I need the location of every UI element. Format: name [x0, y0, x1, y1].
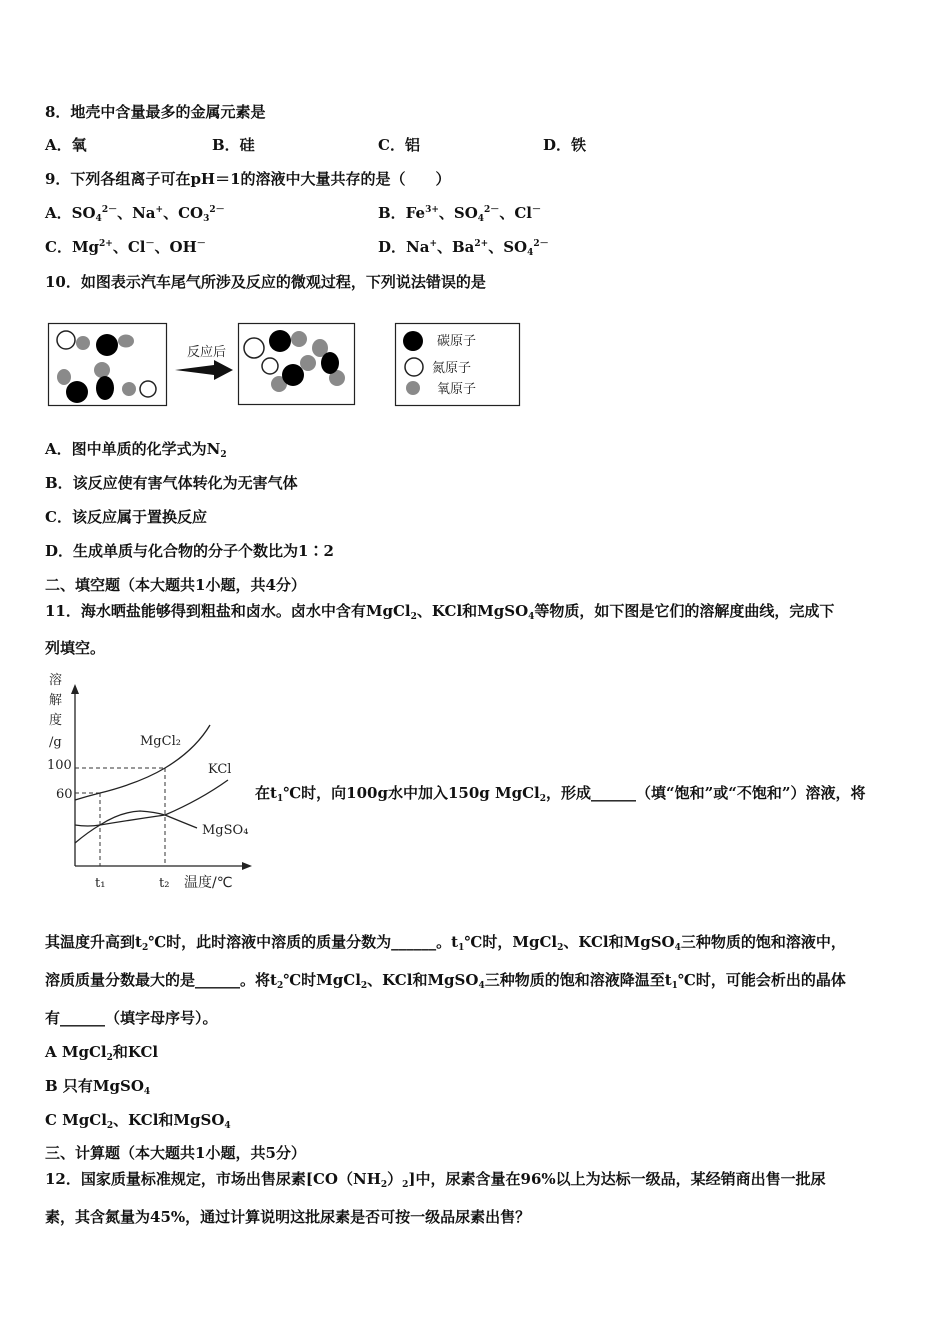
- subscript: 2: [360, 981, 368, 991]
- text-run: C．铝: [378, 136, 420, 154]
- subscript: 4: [477, 214, 485, 224]
- q12-line-1: [45, 1169, 826, 1189]
- text-run: 、KCl和MgSO: [367, 971, 479, 989]
- text-run: 、KCl和MgSO: [416, 602, 529, 620]
- superscript: －: [196, 239, 206, 249]
- oxygen-legend-icon: [406, 381, 420, 395]
- q10-option-d: [45, 541, 334, 561]
- text-run: 、Na: [117, 204, 156, 222]
- text-run: 三种物质的饱和溶液中，: [680, 933, 846, 951]
- superscript: 2－: [484, 205, 500, 215]
- q10-option-a: [45, 439, 227, 459]
- series-label-kcl: KCl: [208, 762, 232, 777]
- x-tick-t1: t₁: [95, 876, 106, 891]
- subscript: 4: [527, 248, 534, 258]
- arrow-label: 反应后: [187, 345, 227, 360]
- y-tick-60: 60: [56, 787, 73, 802]
- atom-legend: [396, 324, 520, 406]
- y-axis-arrow: [71, 684, 79, 694]
- superscript: 3+: [425, 205, 439, 215]
- oxygen-atom: [57, 369, 71, 385]
- q11-choice-c: [45, 1110, 231, 1130]
- text-run: ℃时，向100g水中加入150g MgCl: [283, 784, 540, 802]
- text-run: ℃时MgCl: [283, 971, 361, 989]
- text-run: 三种物质的饱和溶液降温至t: [484, 971, 672, 989]
- subscript: 3: [203, 214, 210, 224]
- y-label-4: /g: [49, 735, 62, 750]
- text-run: ℃时，MgCl: [464, 933, 558, 951]
- text-run: 8．地壳中含量最多的金属元素是: [45, 103, 266, 121]
- superscript: －: [531, 205, 541, 215]
- series-label-mgcl2: MgCl₂: [140, 734, 181, 749]
- oxygen-atom: [118, 335, 134, 348]
- carbon-atom: [282, 364, 304, 386]
- superscript: 2－: [101, 205, 118, 215]
- q10-option-c: [45, 507, 207, 527]
- text-run: D．Na: [378, 238, 430, 256]
- legend-nitrogen: 氮原子: [432, 361, 472, 376]
- subscript: 2: [220, 450, 227, 460]
- text-run: 有______（填字母序号）。: [45, 1009, 218, 1027]
- q11-line-2: [45, 638, 105, 658]
- subscript: 2: [141, 943, 149, 953]
- x-axis-arrow: [242, 862, 252, 870]
- subscript: 2: [276, 981, 284, 991]
- text-run: B．该反应使有害气体转化为无害气体: [45, 474, 298, 492]
- subscript: 1: [458, 943, 465, 953]
- text-run: A．图中单质的化学式为N: [45, 440, 221, 458]
- text-run: B．Fe: [378, 204, 426, 222]
- text-run: ℃时，此时溶液中溶质的质量分数为______。t: [148, 933, 459, 951]
- text-run: 三、计算题（本大题共1小题，共5分）: [45, 1144, 306, 1162]
- subscript: 2: [106, 1053, 113, 1063]
- text-run: 12．国家质量标准规定，市场出售尿素[CO（NH: [45, 1170, 381, 1188]
- superscript: 2－: [209, 205, 225, 215]
- superscript: 2+: [99, 239, 113, 249]
- oxygen-atom: [300, 355, 316, 371]
- text-run: 等物质，如下图是它们的溶解度曲线，完成下: [534, 602, 835, 620]
- q11-choice-b: [45, 1076, 150, 1096]
- text-run: 列填空。: [45, 639, 106, 657]
- text-run: C．该反应属于置换反应: [45, 508, 207, 526]
- y-tick-100: 100: [47, 758, 72, 773]
- nitrogen-legend-icon: [405, 358, 423, 376]
- text-run: 、KCl和MgSO: [563, 933, 675, 951]
- x-tick-t2: t₂: [159, 876, 170, 891]
- text-run: ]中，尿素含量在96%以上为达标一级品，某经销商出售一批尿: [408, 1170, 826, 1188]
- series-label-mgso4: MgSO₄: [202, 823, 249, 838]
- subscript: 2: [402, 1180, 409, 1190]
- text-run: 在t: [255, 784, 277, 802]
- carbon-atom: [269, 330, 291, 352]
- q11-line-4: [45, 970, 846, 990]
- text-run: 11．海水晒盐能够得到粗盐和卤水。卤水中含有MgCl: [45, 602, 411, 620]
- subscript: 4: [478, 981, 485, 991]
- legend-carbon: 碳原子: [437, 334, 477, 349]
- text-run: 溶质质量分数最大的是______。将t: [45, 971, 277, 989]
- text-run: ℃时，可能会析出的晶体: [677, 971, 846, 989]
- subscript: 4: [528, 612, 535, 622]
- oxygen-atom: [76, 336, 90, 350]
- text-run: D．生成单质与化合物的分子个数比为1∶2: [45, 542, 334, 560]
- q11-line-1: [45, 601, 834, 621]
- text-run: 、Ba: [437, 238, 475, 256]
- before-box: [49, 324, 167, 406]
- nitrogen-atom: [140, 381, 156, 397]
- text-run: 和KCl: [112, 1043, 159, 1061]
- subscript: 4: [224, 1121, 231, 1131]
- carbon-atom: [321, 352, 339, 374]
- reaction-arrow: [175, 344, 233, 380]
- superscript: －: [145, 239, 155, 249]
- text-run: 、SO: [488, 238, 528, 256]
- legend-oxygen: 氧原子: [437, 382, 477, 397]
- text-run: 、OH: [154, 238, 197, 256]
- reaction-diagram: [0, 0, 950, 420]
- text-run: B 只有MgSO: [45, 1077, 144, 1095]
- text-run: 素，其含氮量为45%，通过计算说明这批尿素是否可按一级品尿素出售？: [45, 1208, 531, 1226]
- subscript: 4: [674, 943, 681, 953]
- q11-line-5: [45, 1008, 218, 1028]
- text-run: ）: [387, 1170, 403, 1188]
- nitrogen-atom: [244, 338, 264, 358]
- subscript: 1: [671, 981, 678, 991]
- text-run: 其温度升高到t: [45, 933, 142, 951]
- text-run: B．硅: [212, 136, 255, 154]
- text-run: C．Mg: [45, 238, 100, 256]
- text-run: D．铁: [543, 136, 587, 154]
- text-run: 二、填空题（本大题共1小题，共4分）: [45, 576, 306, 594]
- text-run: A．SO: [45, 204, 96, 222]
- superscript: 2－: [533, 239, 549, 249]
- section-2-heading: [45, 575, 306, 595]
- subscript: 2: [557, 943, 564, 953]
- oxygen-atom: [94, 362, 110, 378]
- text-run: C MgCl: [45, 1111, 107, 1129]
- y-label-2: 解: [49, 693, 63, 708]
- x-axis-label: 温度/℃: [184, 875, 233, 891]
- superscript: +: [429, 239, 437, 249]
- subscript: 2: [410, 612, 417, 622]
- nitrogen-atom: [57, 331, 75, 349]
- q11-line-3: [45, 932, 846, 952]
- q10-option-b: [45, 473, 298, 493]
- carbon-atom: [96, 376, 114, 400]
- carbon-legend-icon: [403, 331, 423, 351]
- carbon-atom: [66, 381, 88, 403]
- text-run: 、CO: [163, 204, 204, 222]
- text-run: 9．下列各组离子可在pH＝1的溶液中大量共存的是（ ）: [45, 170, 451, 188]
- q11-choice-a: [45, 1042, 158, 1062]
- carbon-atom: [96, 334, 118, 356]
- nitrogen-atom: [262, 358, 278, 374]
- subscript: 1: [276, 794, 284, 804]
- subscript: 2: [380, 1180, 388, 1190]
- solubility-chart: [40, 665, 260, 895]
- subscript: 4: [143, 1087, 151, 1097]
- y-label-3: 度: [49, 713, 63, 728]
- text-run: ，形成______（填“饱和”或“不饱和”）溶液，将: [546, 784, 866, 802]
- superscript: 2+: [474, 239, 489, 249]
- text-run: 10．如图表示汽车尾气所涉及反应的微观过程，下列说法错误的是: [45, 273, 486, 291]
- text-run: 、Cl: [112, 238, 146, 256]
- oxygen-atom: [291, 331, 307, 347]
- subscript: 2: [539, 794, 546, 804]
- subscript: 4: [95, 214, 102, 224]
- y-label-1: 溶: [49, 673, 63, 688]
- superscript: +: [155, 205, 164, 215]
- text-run: A．氧: [45, 136, 87, 154]
- q12-line-2: [45, 1207, 530, 1227]
- text-run: 、KCl和MgSO: [113, 1111, 225, 1129]
- oxygen-atom: [122, 382, 136, 396]
- after-box: [239, 324, 355, 405]
- section-3-heading: [45, 1143, 306, 1163]
- q11-side-text: [255, 783, 866, 803]
- text-run: 、SO: [438, 204, 478, 222]
- text-run: 、Cl: [499, 204, 532, 222]
- text-run: A MgCl: [45, 1043, 107, 1061]
- subscript: 2: [106, 1121, 114, 1131]
